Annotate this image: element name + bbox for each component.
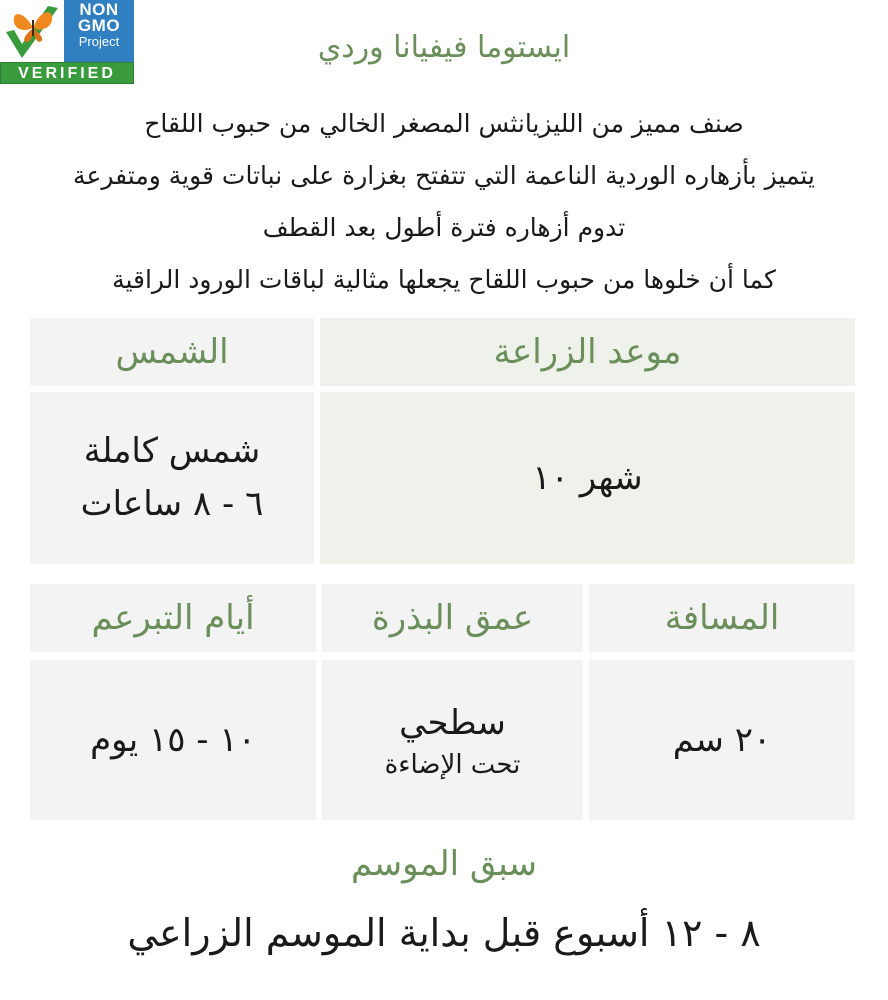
badge-line-non: NON	[79, 0, 119, 19]
badge-line-project: Project	[78, 34, 120, 49]
non-gmo-verified-badge	[0, 0, 136, 84]
planting-time-value: شهر ١٠	[320, 392, 855, 564]
seed-depth-value	[322, 660, 583, 820]
germination-days-header: أيام التبرعم	[30, 584, 316, 652]
product-description	[20, 98, 868, 306]
planting-time-header: موعد الزراعة	[320, 318, 855, 386]
sun-value	[30, 392, 314, 564]
description-line: كما أن خلوها من حبوب اللقاح يجعلها مثالية لباقات الورود الراقية	[112, 265, 776, 294]
gmo-box	[64, 0, 134, 62]
seed-depth-main: سطحي	[399, 702, 506, 743]
badge-verified: VERIFIED	[0, 62, 134, 84]
sun-hours-line: ٦ - ٨ ساعات	[80, 484, 264, 524]
description-line: يتميز بأزهاره الوردية الناعمة التي تتفتح بغزارة على نباتات قوية ومتفرعة	[73, 161, 815, 190]
seed-depth-note: تحت الإضاءة	[384, 750, 521, 781]
description-line: تدوم أزهاره فترة أطول بعد القطف	[262, 213, 626, 242]
product-title: ايستوما فيفيانا وردي	[317, 30, 571, 65]
pre-season-header: سبق الموسم	[350, 844, 538, 884]
sun-value-line: شمس كاملة	[83, 431, 261, 472]
badge-line-gmo: GMO	[77, 16, 121, 35]
spacing-value: ٢٠ سم	[589, 660, 855, 820]
description-line: صنف مميز من الليزيانثس المصغر الخالي من حبوب اللقاح	[144, 109, 744, 138]
spacing-header: المسافة	[589, 584, 855, 652]
sun-header: الشمس	[30, 318, 314, 386]
butterfly-icon	[2, 2, 62, 60]
pre-season-value: ٨ - ١٢ أسبوع قبل بداية الموسم الزراعي	[127, 911, 761, 955]
seed-depth-header: عمق البذرة	[322, 584, 583, 652]
germination-days-value: ١٠ - ١٥ يوم	[30, 660, 316, 820]
